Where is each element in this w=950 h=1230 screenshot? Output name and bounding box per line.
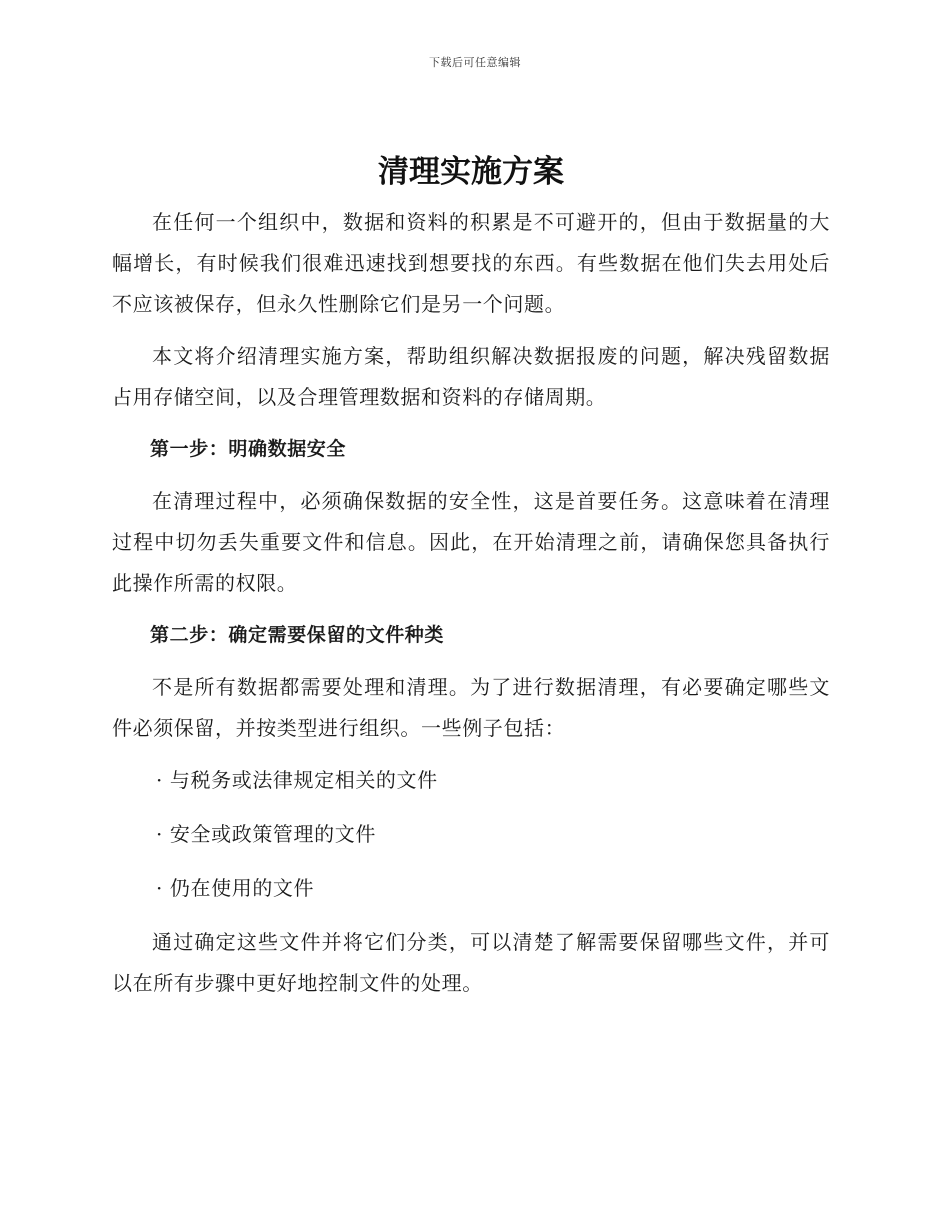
step-2-text: 不是所有数据都需要处理和清理。为了进行数据清理，有必要确定哪些文件必须保留，并按类型进行组织。一些例子包括： [112,675,830,740]
document-body [112,148,830,1015]
step-2-heading: 第二步：确定需要保留的文件种类 [150,624,445,646]
intro-paragraph-1: 在任何一个组织中，数据和资料的积累是不可避开的，但由于数据量的大幅增长，有时候我们很难迅速找到想要找的东西。有些数据在他们失去用处后不应该被保存，但永久性删除它们是另一个问题。 [112,210,830,316]
document-title: 清理实施方案 [378,154,564,190]
list-item: · 仍在使用的文件 [156,876,315,900]
step-2-conclusion: 通过确定这些文件并将它们分类，可以清楚了解需要保留哪些文件，并可以在所有步骤中更好地控制文件的处理。 [112,930,830,995]
list-item: · 安全或政策管理的文件 [156,822,376,846]
step-1-heading: 第一步：明确数据安全 [150,438,347,460]
list-item: · 与税务或法律规定相关的文件 [156,768,438,792]
header-note: 下载后可任意编辑 [429,56,521,69]
step-1-text: 在清理过程中，必须确保数据的安全性，这是首要任务。这意味着在清理过程中切勿丢失重要文件和信息。因此，在开始清理之前，请确保您具备执行此操作所需的权限。 [112,489,830,595]
intro-paragraph-2: 本文将介绍清理实施方案，帮助组织解决数据报废的问题，解决残留数据占用存储空间，以及合理管理数据和资料的存储周期。 [112,344,830,409]
